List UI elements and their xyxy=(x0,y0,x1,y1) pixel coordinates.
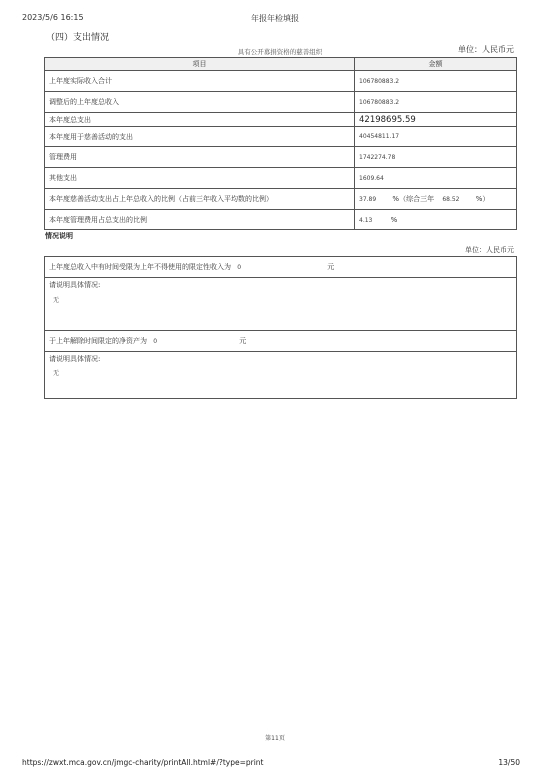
row-value: 1609.64 xyxy=(355,168,517,189)
page-count: 13/50 xyxy=(498,758,520,767)
row-label: 其他支出 xyxy=(45,168,355,189)
row-label: 本年度总支出 xyxy=(45,113,355,127)
footer-url: https://zwxt.mca.gov.cn/jmgc-charity/printAll.html#/?type=print xyxy=(22,758,264,767)
notes-table xyxy=(44,256,517,399)
section-title: （四）支出情况 xyxy=(46,33,110,43)
released-assets-unit: 元 xyxy=(239,337,247,345)
detail-row-1 xyxy=(45,278,517,331)
table-row xyxy=(45,71,517,92)
mgmt-ratio-label: 本年度管理费用占总支出的比例 xyxy=(45,210,355,230)
restricted-income-row xyxy=(45,257,517,278)
table-row xyxy=(45,189,517,210)
row-label: 本年度用于慈善活动的支出 xyxy=(45,127,355,147)
ratio-suffix: %） xyxy=(475,195,490,203)
mgmt-ratio-value-cell xyxy=(355,210,517,230)
column-header-item: 项目 xyxy=(45,58,355,71)
unit-label: 单位：人民币元 xyxy=(458,45,514,54)
row-value: 40454811.17 xyxy=(355,127,517,147)
row-value: 1742274.78 xyxy=(355,147,517,168)
ratio-value: 37.89 xyxy=(359,196,377,203)
table-row xyxy=(45,127,517,147)
table-row xyxy=(45,210,517,230)
notes-title: 情况说明 xyxy=(45,232,73,240)
row-label: 管理费用 xyxy=(45,147,355,168)
row-value: 42198695.59 xyxy=(355,113,517,127)
detail-label-1: 请说明具体情况: xyxy=(49,281,101,289)
column-header-amount: 金额 xyxy=(355,58,517,71)
table-row xyxy=(45,113,517,127)
released-assets-value: 0 xyxy=(153,338,158,345)
mgmt-ratio-value: 4.13 xyxy=(359,216,373,224)
row-label: 调整后的上年度总收入 xyxy=(45,92,355,113)
detail-text-1: 无 xyxy=(53,297,60,304)
released-assets-label: 于上年解除时间限定的净资产为 xyxy=(49,337,147,345)
mgmt-ratio-suffix: % xyxy=(390,215,398,224)
restricted-income-value: 0 xyxy=(237,264,242,271)
notes-unit-label: 单位：人民币元 xyxy=(465,246,514,254)
ratio-three-year-value: 68.52 xyxy=(442,196,460,203)
header-date: 2023/5/6 16:15 xyxy=(22,13,84,22)
detail-text-2: 无 xyxy=(53,370,60,377)
table-row xyxy=(45,168,517,189)
table-header-row xyxy=(45,58,517,71)
table-row xyxy=(45,147,517,168)
expenditure-table xyxy=(44,57,517,230)
row-value: 106780883.2 xyxy=(355,71,517,92)
restricted-income-unit: 元 xyxy=(327,263,335,271)
row-label: 上年度实际收入合计 xyxy=(45,71,355,92)
ratio-middle-text: %（综合三年 xyxy=(392,195,435,203)
detail-row-2 xyxy=(45,352,517,399)
ratio-label: 本年度慈善活动支出占上年总收入的比例（占前三年收入平均数的比例） xyxy=(45,189,355,210)
detail-label-2: 请说明具体情况: xyxy=(49,355,101,363)
ratio-value-cell xyxy=(355,189,517,210)
row-value: 106780883.2 xyxy=(355,92,517,113)
restricted-income-label: 上年度总收入中有时间受限为上年不得使用的限定性收入为 xyxy=(49,263,231,271)
table-caption: 具有公开募捐资格的慈善组织 xyxy=(237,48,323,56)
header-title: 年报年检填报 xyxy=(251,14,299,23)
table-row xyxy=(45,92,517,113)
released-assets-row xyxy=(45,331,517,352)
page-number: 第11页 xyxy=(265,735,285,742)
